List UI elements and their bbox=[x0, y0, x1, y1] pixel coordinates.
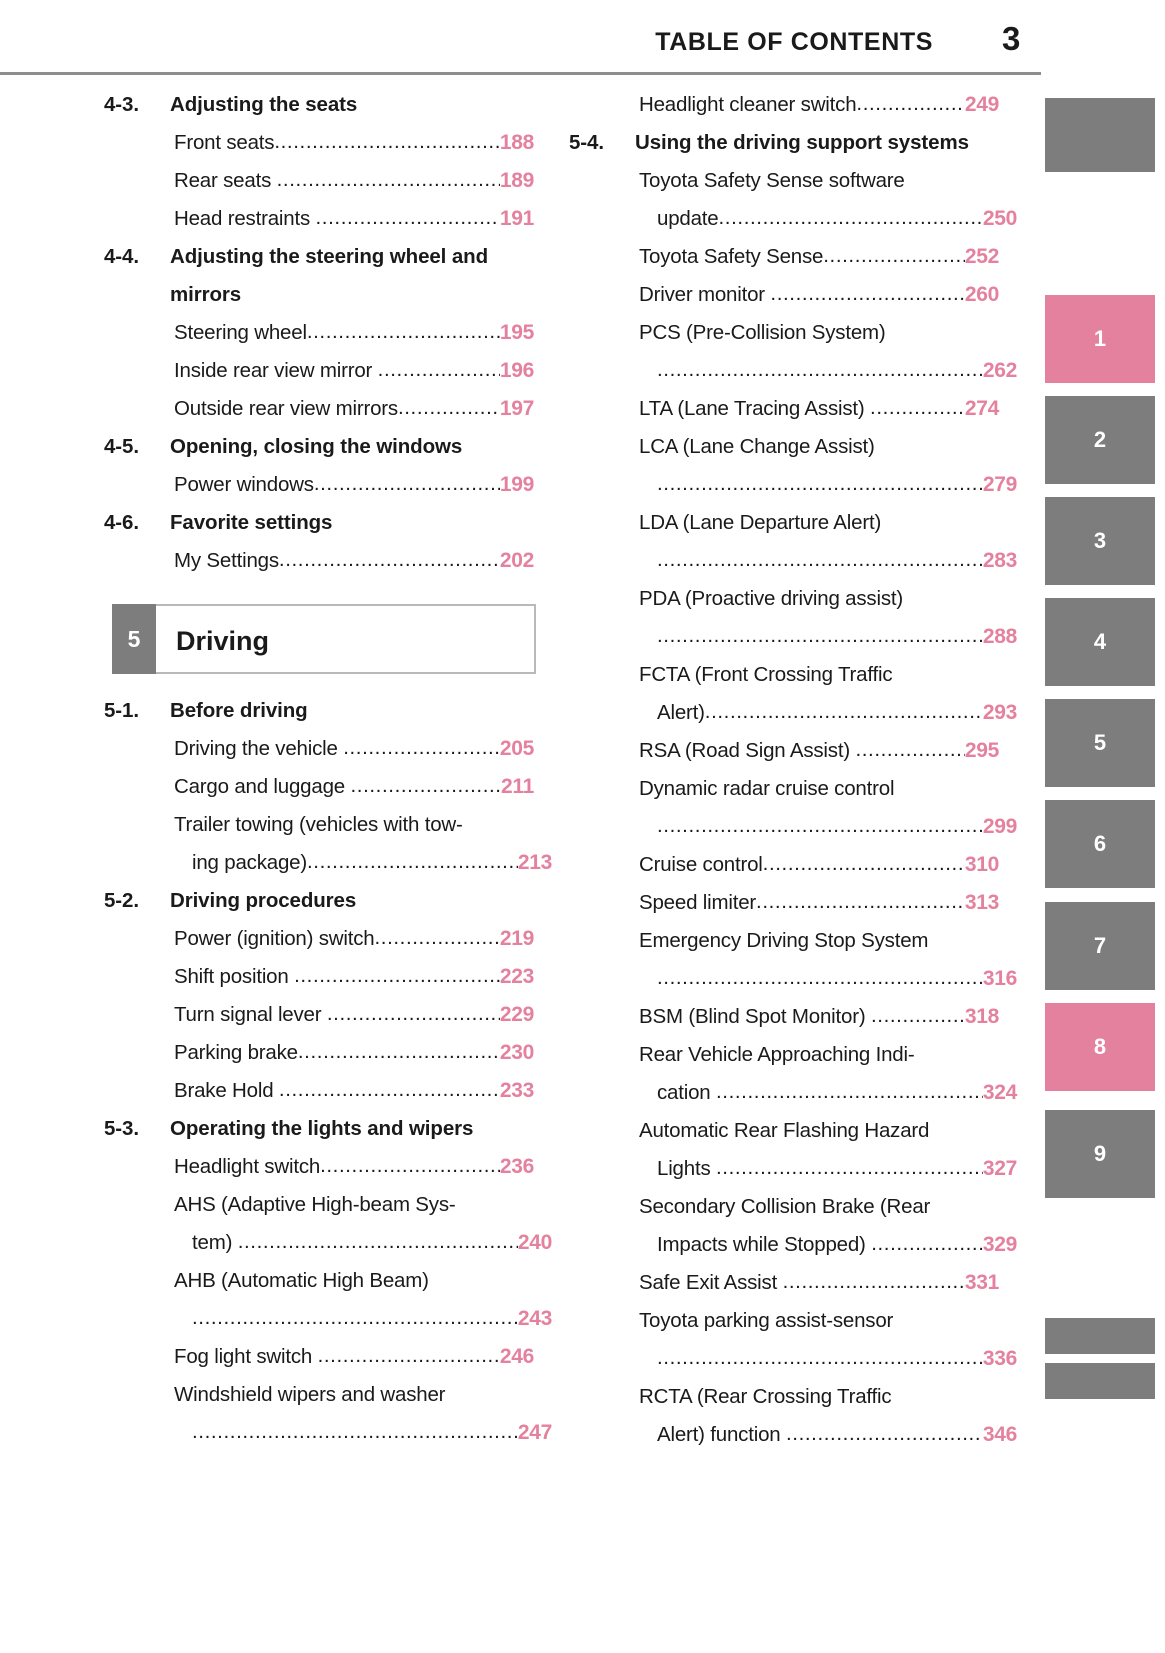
dot-leader bbox=[657, 351, 983, 389]
toc-entry-label: Toyota parking assist-sensor bbox=[639, 1309, 894, 1332]
toc-entry[interactable] bbox=[569, 1378, 1017, 1454]
toc-entry[interactable] bbox=[104, 1148, 534, 1186]
chapter-tab-label: 3 bbox=[1093, 528, 1107, 553]
toc-entry-label: cation bbox=[657, 1081, 716, 1104]
toc-entry-label: Safe Exit Assist bbox=[639, 1271, 783, 1294]
toc-entry[interactable] bbox=[569, 314, 1017, 390]
toc-entry[interactable] bbox=[569, 390, 999, 428]
toc-entry[interactable] bbox=[104, 542, 534, 580]
header-divider bbox=[0, 72, 1041, 75]
toc-section-header[interactable] bbox=[104, 1110, 534, 1148]
toc-entry[interactable] bbox=[569, 656, 1017, 732]
toc-section-number: 5-4. bbox=[569, 131, 604, 154]
toc-entry[interactable] bbox=[104, 124, 534, 162]
dot-leader bbox=[294, 957, 500, 995]
toc-entry-label: Head restraints bbox=[174, 207, 316, 230]
toc-entry-page-number: 202 bbox=[499, 549, 534, 572]
toc-section-header[interactable] bbox=[104, 882, 534, 920]
toc-entry-line bbox=[639, 542, 1017, 580]
toc-entry-label: RCTA (Rear Crossing Traffic bbox=[639, 1385, 892, 1408]
toc-entry-label: update bbox=[657, 207, 719, 230]
toc-entry-label: PDA (Proactive driving assist) bbox=[639, 587, 904, 610]
toc-entry[interactable] bbox=[569, 998, 999, 1036]
toc-entry-line bbox=[639, 1264, 999, 1302]
toc-entry-line bbox=[639, 618, 1017, 656]
toc-entry-line bbox=[174, 390, 534, 428]
toc-entry-page-number: 318 bbox=[964, 1005, 999, 1028]
toc-entry-page-number: 260 bbox=[964, 283, 999, 306]
chapter-number-badge: 5 bbox=[112, 604, 156, 674]
toc-entry-line bbox=[174, 1338, 534, 1376]
toc-entry-line bbox=[174, 1376, 534, 1414]
chapter-tab-7[interactable] bbox=[1045, 902, 1155, 990]
toc-entry-line bbox=[639, 1112, 999, 1150]
toc-entry-line bbox=[639, 504, 999, 542]
toc-entry-line bbox=[174, 200, 534, 238]
toc-section-header[interactable] bbox=[569, 124, 999, 162]
dot-leader bbox=[657, 1339, 983, 1377]
dot-leader bbox=[318, 1337, 500, 1375]
toc-entry[interactable] bbox=[569, 846, 999, 884]
toc-section-number: 4-5. bbox=[104, 435, 139, 458]
toc-entry-label: Outside rear view mirrors bbox=[174, 397, 398, 420]
toc-entry[interactable] bbox=[569, 884, 999, 922]
toc-entry[interactable] bbox=[104, 996, 534, 1034]
toc-entry-label: Cargo and luggage bbox=[174, 775, 351, 798]
toc-entry-line bbox=[639, 1188, 999, 1226]
toc-entry-line bbox=[639, 238, 999, 276]
toc-entry-page-number: 199 bbox=[499, 473, 534, 496]
toc-entry-label: My Settings bbox=[174, 549, 279, 572]
toc-entry-page-number: 197 bbox=[499, 397, 534, 420]
dot-leader bbox=[279, 541, 500, 579]
toc-entry-line bbox=[174, 1262, 534, 1300]
toc-entry[interactable] bbox=[104, 352, 534, 390]
dot-leader bbox=[657, 959, 983, 997]
toc-entry-page-number: 295 bbox=[964, 739, 999, 762]
toc-entry-line bbox=[174, 466, 534, 504]
toc-entry[interactable] bbox=[569, 1036, 1017, 1112]
dot-leader bbox=[823, 237, 965, 275]
toc-entry[interactable] bbox=[104, 1186, 552, 1262]
toc-entry-label: Toyota Safety Sense software bbox=[639, 169, 905, 192]
toc-entry-page-number: 346 bbox=[982, 1423, 1017, 1446]
chapter-tab-blank[interactable] bbox=[1045, 98, 1155, 172]
chapter-heading-box[interactable] bbox=[112, 604, 536, 674]
toc-entry-page-number: 283 bbox=[982, 549, 1017, 572]
toc-section-title: Before driving bbox=[170, 699, 308, 722]
dot-leader bbox=[307, 843, 518, 881]
toc-entry[interactable] bbox=[104, 1338, 534, 1376]
toc-entry[interactable] bbox=[104, 314, 534, 352]
toc-entry-line bbox=[639, 846, 999, 884]
chapter-tab-label: 4 bbox=[1093, 629, 1107, 654]
toc-entry-page-number: 211 bbox=[501, 775, 534, 798]
toc-entry-label: Secondary Collision Brake (Rear bbox=[639, 1195, 931, 1218]
toc-entry-label: Rear Vehicle Approaching Indi- bbox=[639, 1043, 915, 1066]
chapter-tab-blank[interactable] bbox=[1045, 1363, 1155, 1399]
toc-entry-line bbox=[639, 732, 999, 770]
chapter-tab-5[interactable] bbox=[1045, 699, 1155, 787]
toc-entry-line bbox=[639, 276, 999, 314]
toc-entry[interactable] bbox=[569, 770, 1017, 846]
chapter-tab-3[interactable] bbox=[1045, 497, 1155, 585]
toc-entry[interactable] bbox=[104, 958, 534, 996]
chapter-tab-label: 2 bbox=[1093, 427, 1107, 452]
toc-entry-page-number: 293 bbox=[982, 701, 1017, 724]
toc-entry-page-number: 329 bbox=[982, 1233, 1017, 1256]
dot-leader bbox=[719, 199, 983, 237]
toc-entry-label: LTA (Lane Tracing Assist) bbox=[639, 397, 871, 420]
toc-entry-label: PCS (Pre-Collision System) bbox=[639, 321, 886, 344]
dot-leader bbox=[298, 1033, 500, 1071]
toc-entry-line bbox=[174, 806, 534, 844]
toc-section-title: Favorite settings bbox=[170, 511, 333, 534]
toc-entry-line bbox=[639, 1074, 1017, 1112]
toc-entry-label: Headlight switch bbox=[174, 1155, 321, 1178]
toc-entry-line bbox=[639, 314, 999, 352]
chapter-tab-label: 5 bbox=[1093, 730, 1107, 755]
toc-entry-label: Trailer towing (vehicles with tow- bbox=[174, 813, 463, 836]
toc-entry-label: AHS (Adaptive High-beam Sys- bbox=[174, 1193, 456, 1216]
toc-section-title: Adjusting the seats bbox=[170, 93, 358, 116]
toc-entry-line bbox=[639, 1226, 1017, 1264]
dot-leader bbox=[314, 465, 500, 503]
dot-leader bbox=[657, 541, 983, 579]
toc-section-number: 5-1. bbox=[104, 699, 139, 722]
toc-entry[interactable] bbox=[104, 768, 534, 806]
toc-entry[interactable] bbox=[569, 732, 999, 770]
toc-entry-label: Power windows bbox=[174, 473, 314, 496]
dot-leader bbox=[763, 845, 965, 883]
dot-leader bbox=[279, 1071, 500, 1109]
toc-entry-line bbox=[639, 998, 999, 1036]
chapter-tab-9[interactable] bbox=[1045, 1110, 1155, 1198]
toc-entry-label: LDA (Lane Departure Alert) bbox=[639, 511, 882, 534]
toc-entry-line bbox=[174, 1148, 534, 1186]
toc-entry-label: Inside rear view mirror bbox=[174, 359, 378, 382]
toc-entry-label: Parking brake bbox=[174, 1041, 298, 1064]
toc-entry-line bbox=[639, 428, 999, 466]
dot-leader bbox=[855, 731, 964, 769]
dot-leader bbox=[398, 389, 500, 427]
folio-page-number: 3 bbox=[1002, 20, 1021, 57]
toc-entry-page-number: 233 bbox=[499, 1079, 534, 1102]
toc-column-right bbox=[569, 86, 1017, 1454]
toc-entry-line bbox=[639, 960, 1017, 998]
toc-entry-line bbox=[639, 808, 1017, 846]
dot-leader bbox=[238, 1223, 518, 1261]
toc-entry[interactable] bbox=[569, 1264, 999, 1302]
toc-entry-label: Driving the vehicle bbox=[174, 737, 344, 760]
toc-entry-label: LCA (Lane Change Assist) bbox=[639, 435, 875, 458]
toc-entry-label: AHB (Automatic High Beam) bbox=[174, 1269, 429, 1292]
toc-entry-label: tem) bbox=[192, 1231, 238, 1254]
toc-entry-page-number: 246 bbox=[499, 1345, 534, 1368]
toc-entry-label: Dynamic radar cruise control bbox=[639, 777, 895, 800]
dot-leader bbox=[716, 1073, 983, 1111]
toc-entry-page-number: 336 bbox=[982, 1347, 1017, 1370]
dot-leader bbox=[378, 351, 500, 389]
toc-entry-line bbox=[639, 694, 1017, 732]
toc-entry-line bbox=[639, 1378, 999, 1416]
toc-section-title: Driving procedures bbox=[170, 889, 357, 912]
toc-entry-line bbox=[639, 162, 999, 200]
toc-entry[interactable] bbox=[104, 390, 534, 428]
toc-entry-line bbox=[174, 542, 534, 580]
toc-section-number: 4-3. bbox=[104, 93, 139, 116]
toc-section-number: 4-4. bbox=[104, 245, 139, 268]
toc-entry-line bbox=[174, 1186, 534, 1224]
page-header bbox=[0, 0, 1165, 76]
toc-entry-label: Power (ignition) switch bbox=[174, 927, 375, 950]
toc-entry-line bbox=[639, 1416, 1017, 1454]
toc-entry-page-number: 310 bbox=[964, 853, 999, 876]
toc-entry-line bbox=[174, 844, 552, 882]
toc-entry-line bbox=[174, 124, 534, 162]
toc-entry-label: Speed limiter bbox=[639, 891, 757, 914]
chapter-tab-label: 8 bbox=[1093, 1034, 1107, 1059]
toc-entry-line bbox=[174, 1300, 552, 1338]
toc-section-header[interactable] bbox=[104, 692, 534, 730]
toc-entry[interactable] bbox=[569, 580, 1017, 656]
toc-section-header[interactable] bbox=[104, 504, 534, 542]
chapter-tab-6[interactable] bbox=[1045, 800, 1155, 888]
toc-entry-page-number: 324 bbox=[982, 1081, 1017, 1104]
toc-entry[interactable] bbox=[569, 1302, 1017, 1378]
toc-entry-line bbox=[639, 1036, 999, 1074]
toc-entry-page-number: 252 bbox=[964, 245, 999, 268]
toc-entry-page-number: 313 bbox=[964, 891, 999, 914]
toc-section-header[interactable] bbox=[104, 238, 534, 314]
toc-entry-line bbox=[639, 1340, 1017, 1378]
toc-entry-page-number: 249 bbox=[964, 93, 999, 116]
toc-entry-line bbox=[174, 996, 534, 1034]
toc-section-title: Using the driving support systems bbox=[635, 131, 969, 154]
toc-entry-label: Headlight cleaner switch bbox=[639, 93, 857, 116]
toc-entry[interactable] bbox=[104, 920, 534, 958]
chapter-tab-label: 1 bbox=[1093, 326, 1107, 351]
dot-leader bbox=[327, 995, 500, 1033]
toc-entry-page-number: 188 bbox=[499, 131, 534, 154]
toc-entry[interactable] bbox=[569, 238, 999, 276]
toc-entry-line bbox=[174, 1414, 552, 1452]
toc-entry-label: Driver monitor bbox=[639, 283, 771, 306]
toc-entry-page-number: 236 bbox=[499, 1155, 534, 1178]
toc-entry[interactable] bbox=[104, 200, 534, 238]
toc-entry-page-number: 213 bbox=[517, 851, 552, 874]
toc-entry-page-number: 331 bbox=[964, 1271, 999, 1294]
toc-section-header[interactable] bbox=[104, 86, 534, 124]
dot-leader bbox=[756, 883, 965, 921]
toc-entry[interactable] bbox=[104, 466, 534, 504]
toc-entry[interactable] bbox=[569, 86, 999, 124]
toc-entry[interactable] bbox=[569, 276, 999, 314]
toc-entry[interactable] bbox=[104, 1072, 534, 1110]
toc-entry-label: Front seats bbox=[174, 131, 275, 154]
dot-leader bbox=[871, 997, 965, 1035]
toc-entry-line bbox=[174, 1224, 552, 1262]
toc-entry-line bbox=[639, 580, 999, 618]
toc-entry-page-number: 316 bbox=[982, 967, 1017, 990]
dot-leader bbox=[307, 313, 500, 351]
toc-entry[interactable] bbox=[569, 162, 1017, 238]
toc-entry-page-number: 299 bbox=[982, 815, 1017, 838]
toc-entry-label: Lights bbox=[657, 1157, 716, 1180]
toc-entry-label: Fog light switch bbox=[174, 1345, 318, 1368]
toc-entry-line bbox=[639, 656, 999, 694]
toc-entry-line bbox=[639, 86, 999, 124]
dot-leader bbox=[277, 161, 500, 199]
toc-entry-label: Turn signal lever bbox=[174, 1003, 327, 1026]
dot-leader bbox=[870, 389, 965, 427]
toc-entry[interactable] bbox=[569, 1112, 1017, 1188]
page-title: TABLE OF CONTENTS bbox=[655, 28, 933, 56]
toc-entry-page-number: 229 bbox=[499, 1003, 534, 1026]
toc-entry-label: Emergency Driving Stop System bbox=[639, 929, 929, 952]
toc-entry[interactable] bbox=[569, 922, 1017, 998]
dot-leader bbox=[705, 693, 983, 731]
dot-leader bbox=[343, 729, 500, 767]
toc-entry-label: Shift position bbox=[174, 965, 295, 988]
toc-entry[interactable] bbox=[104, 730, 534, 768]
toc-entry[interactable] bbox=[569, 504, 1017, 580]
toc-entry-line bbox=[639, 352, 1017, 390]
dot-leader bbox=[351, 767, 502, 805]
toc-entry-label: Cruise control bbox=[639, 853, 763, 876]
dot-leader bbox=[856, 85, 964, 123]
toc-entry-page-number: 191 bbox=[499, 207, 534, 230]
toc-entry-line bbox=[639, 466, 1017, 504]
toc-entry-line bbox=[174, 1034, 534, 1072]
dot-leader bbox=[770, 275, 964, 313]
toc-entry-page-number: 196 bbox=[499, 359, 534, 382]
toc-entry-page-number: 219 bbox=[499, 927, 534, 950]
toc-entry-page-number: 240 bbox=[517, 1231, 552, 1254]
toc-section-number: 4-6. bbox=[104, 511, 139, 534]
chapter-tab-4[interactable] bbox=[1045, 598, 1155, 686]
toc-entry-page-number: 189 bbox=[499, 169, 534, 192]
dot-leader bbox=[274, 123, 500, 161]
toc-entry-page-number: 247 bbox=[517, 1421, 552, 1444]
toc-entry-page-number: 205 bbox=[499, 737, 534, 760]
toc-section-title: Operating the lights and wipers bbox=[170, 1117, 474, 1140]
toc-entry-line bbox=[639, 884, 999, 922]
toc-entry-label: RSA (Road Sign Assist) bbox=[639, 739, 856, 762]
chapter-tab-8[interactable] bbox=[1045, 1003, 1155, 1091]
toc-entry[interactable] bbox=[569, 1188, 1017, 1264]
toc-entry-line bbox=[174, 1072, 534, 1110]
chapter-tab-1[interactable] bbox=[1045, 295, 1155, 383]
toc-entry-label: Windshield wipers and washer bbox=[174, 1383, 446, 1406]
toc-entry-label: Alert) function bbox=[657, 1423, 786, 1446]
toc-entry-label: Alert) bbox=[657, 701, 705, 724]
chapter-tab-label: 6 bbox=[1093, 831, 1107, 856]
toc-entry-line bbox=[174, 162, 534, 200]
toc-entry-page-number: 243 bbox=[517, 1307, 552, 1330]
toc-entry-label: ing package) bbox=[192, 851, 307, 874]
toc-entry-label: Toyota Safety Sense bbox=[639, 245, 824, 268]
toc-entry-label: Steering wheel bbox=[174, 321, 307, 344]
toc-entry[interactable] bbox=[104, 806, 552, 882]
toc-section-number: 5-3. bbox=[104, 1117, 139, 1140]
toc-entry-line bbox=[639, 1302, 999, 1340]
chapter-tab-label: 7 bbox=[1093, 933, 1107, 958]
toc-entry-page-number: 230 bbox=[499, 1041, 534, 1064]
toc-entry-line bbox=[639, 922, 999, 960]
toc-entry-label: Automatic Rear Flashing Hazard bbox=[639, 1119, 930, 1142]
toc-entry[interactable] bbox=[569, 428, 1017, 504]
toc-entry-line bbox=[174, 730, 534, 768]
dot-leader bbox=[657, 617, 983, 655]
dot-leader bbox=[783, 1263, 965, 1301]
toc-entry[interactable] bbox=[104, 162, 534, 200]
dot-leader bbox=[716, 1149, 983, 1187]
toc-entry-label: Brake Hold bbox=[174, 1079, 279, 1102]
toc-entry-page-number: 274 bbox=[964, 397, 999, 420]
toc-entry-page-number: 288 bbox=[982, 625, 1017, 648]
toc-column-left bbox=[104, 86, 552, 1452]
toc-entry[interactable] bbox=[104, 1262, 552, 1338]
dot-leader bbox=[192, 1413, 518, 1451]
toc-entry-label: FCTA (Front Crossing Traffic bbox=[639, 663, 893, 686]
dot-leader bbox=[871, 1225, 983, 1263]
dot-leader bbox=[786, 1415, 983, 1453]
toc-entry-line bbox=[174, 958, 534, 996]
toc-entry-line bbox=[174, 352, 534, 390]
dot-leader bbox=[657, 465, 983, 503]
toc-entry-line bbox=[639, 1150, 1017, 1188]
toc-entry-label: Rear seats bbox=[174, 169, 277, 192]
dot-leader bbox=[320, 1147, 500, 1185]
chapter-tab-blank[interactable] bbox=[1045, 1318, 1155, 1354]
chapter-title: Driving bbox=[176, 625, 270, 656]
toc-entry-page-number: 279 bbox=[982, 473, 1017, 496]
toc-section-number: 5-2. bbox=[104, 889, 139, 912]
toc-section-header[interactable] bbox=[104, 428, 534, 466]
toc-entry-line bbox=[639, 390, 999, 428]
toc-entry-label: Impacts while Stopped) bbox=[657, 1233, 872, 1256]
dot-leader bbox=[657, 807, 983, 845]
toc-columns bbox=[0, 86, 1041, 1606]
chapter-tab-2[interactable] bbox=[1045, 396, 1155, 484]
toc-section-title: Opening, closing the windows bbox=[170, 435, 463, 458]
toc-entry-line bbox=[639, 200, 1017, 238]
toc-entry[interactable] bbox=[104, 1034, 534, 1072]
dot-leader bbox=[316, 199, 500, 237]
dot-leader bbox=[192, 1299, 518, 1337]
toc-section-title: Adjusting the steering wheel and mirrors bbox=[170, 245, 489, 306]
toc-entry-page-number: 262 bbox=[982, 359, 1017, 382]
chapter-tab-strip bbox=[1045, 0, 1165, 1653]
toc-entry-page-number: 250 bbox=[982, 207, 1017, 230]
toc-entry-line bbox=[639, 770, 999, 808]
toc-entry-page-number: 195 bbox=[499, 321, 534, 344]
toc-entry-page-number: 223 bbox=[499, 965, 534, 988]
toc-entry-line bbox=[174, 314, 534, 352]
toc-entry-line bbox=[174, 920, 534, 958]
toc-entry-label: BSM (Blind Spot Monitor) bbox=[639, 1005, 871, 1028]
toc-entry[interactable] bbox=[104, 1376, 552, 1452]
dot-leader bbox=[374, 919, 499, 957]
chapter-tab-label: 9 bbox=[1093, 1141, 1107, 1166]
toc-entry-line bbox=[174, 768, 534, 806]
toc-entry-page-number: 327 bbox=[982, 1157, 1017, 1180]
